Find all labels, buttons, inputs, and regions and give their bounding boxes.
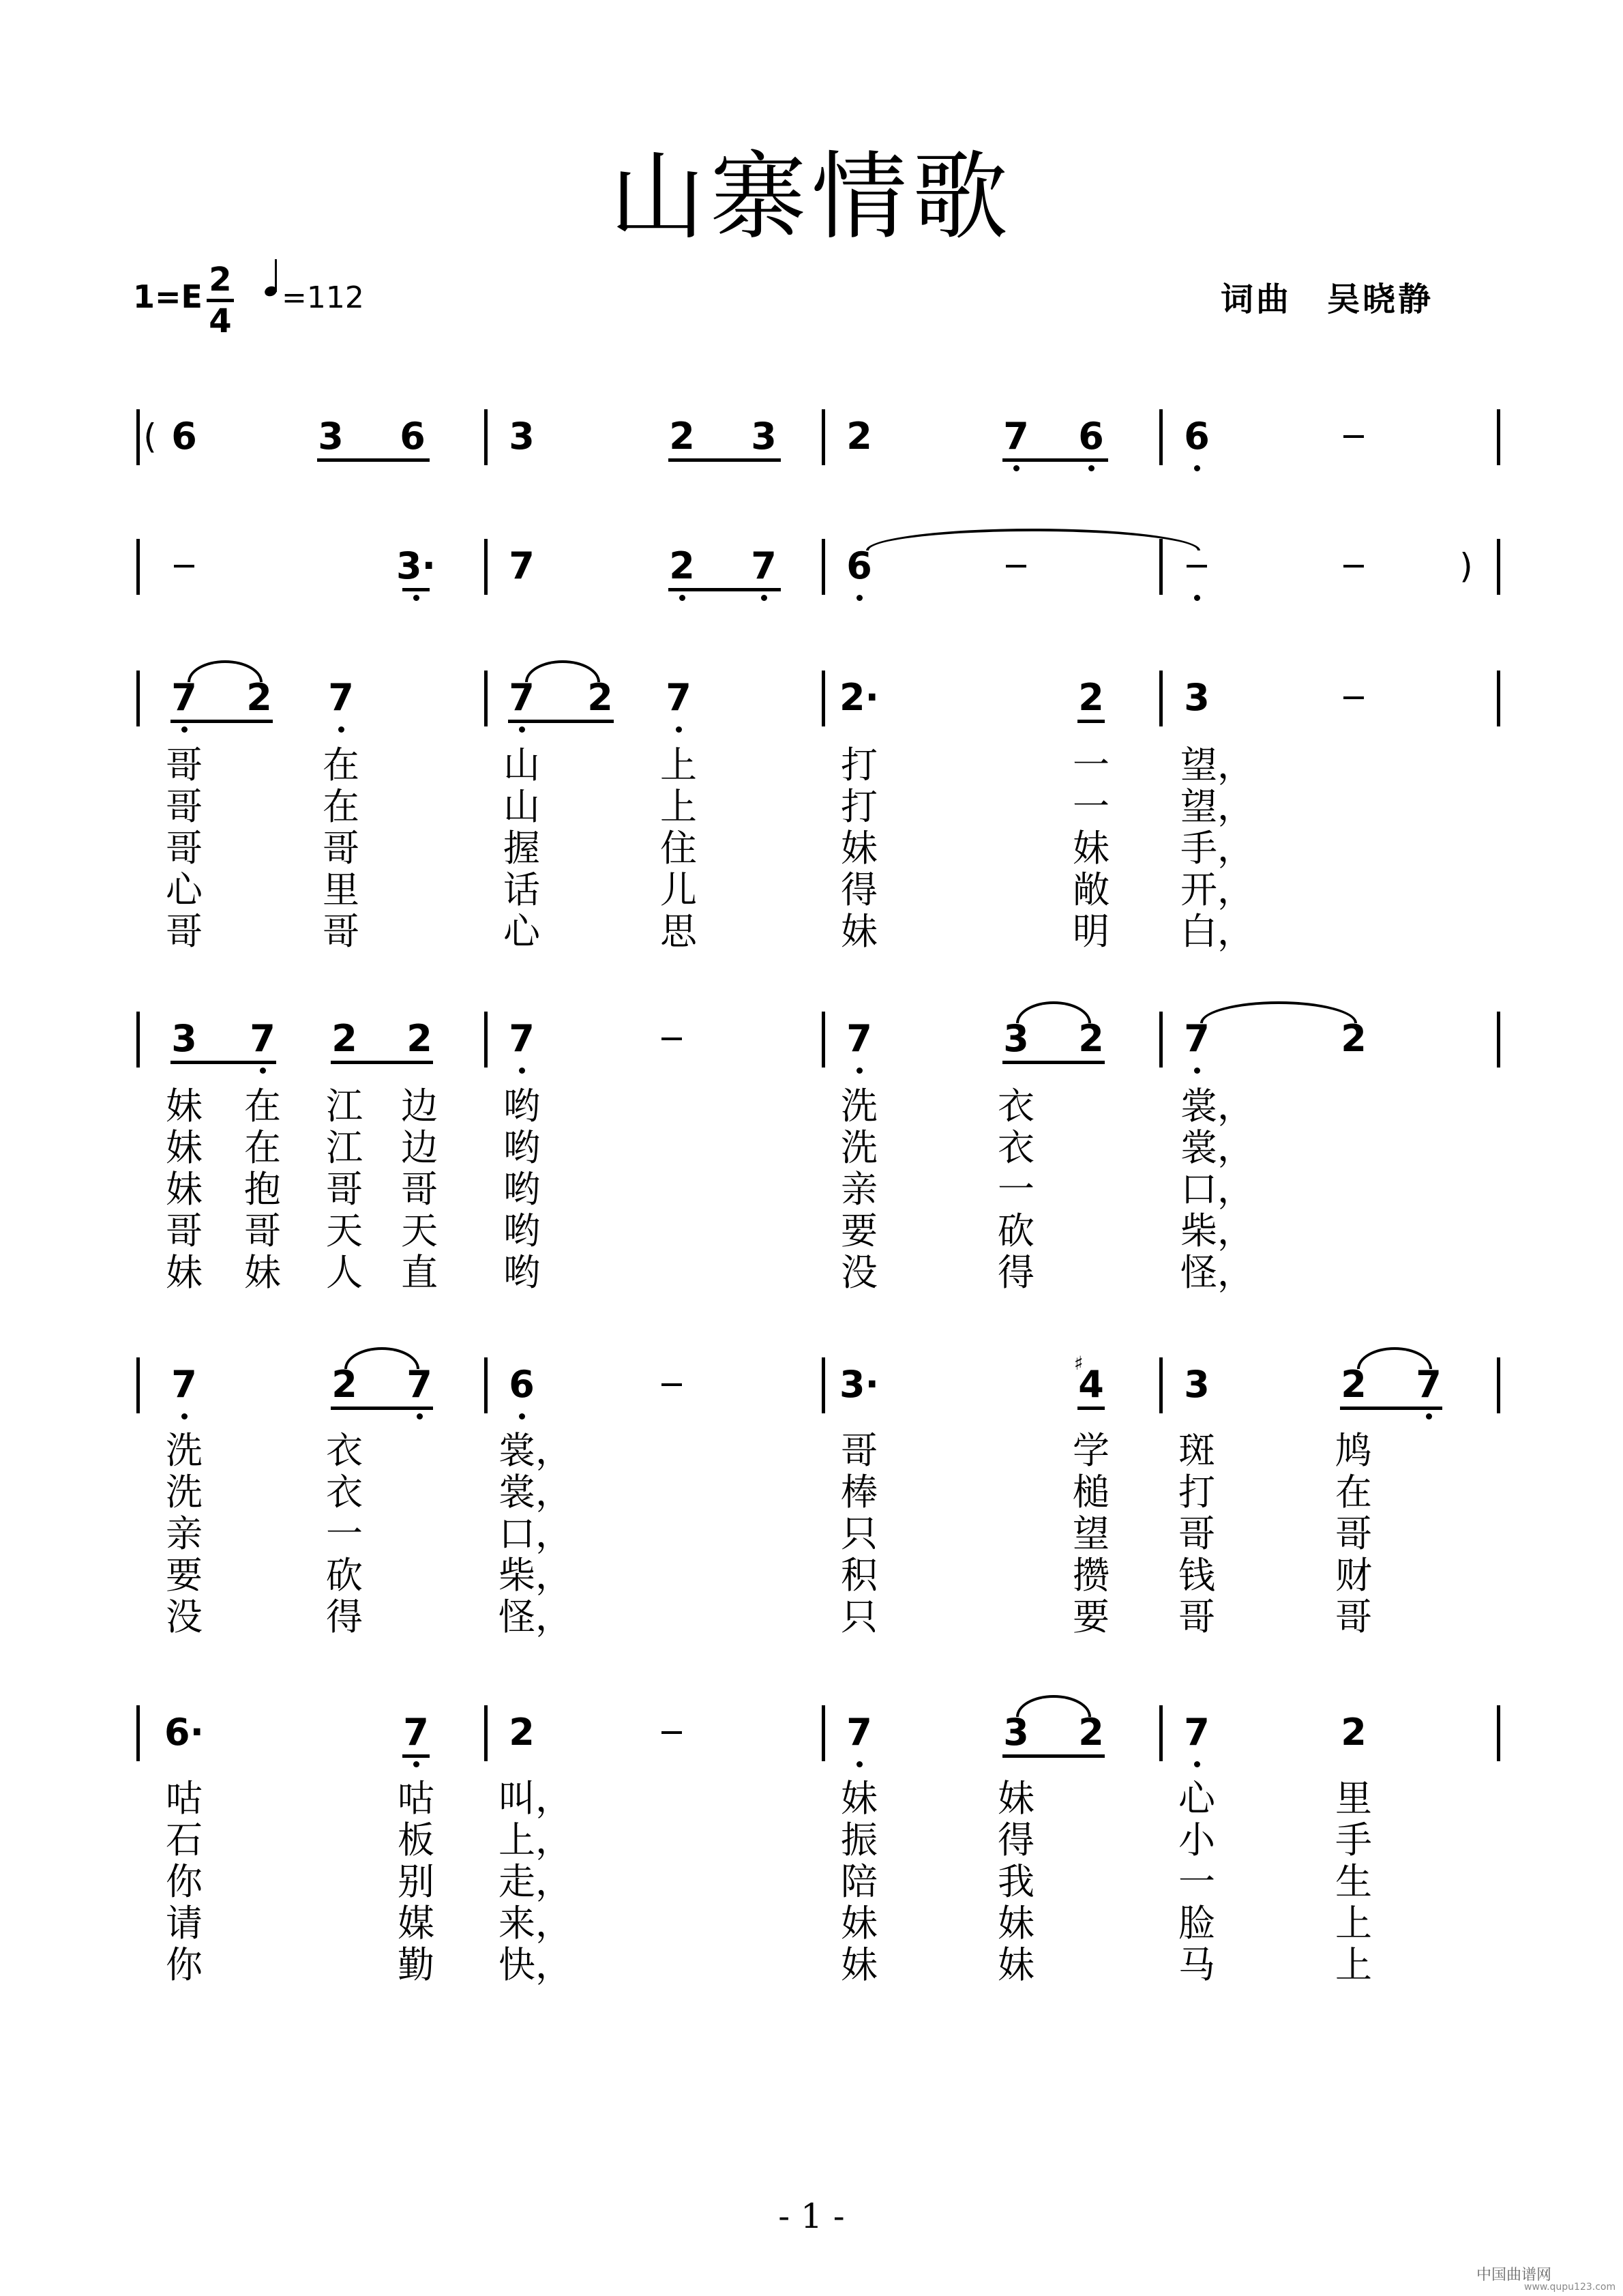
lyric: 心 bbox=[166, 868, 203, 911]
barline-end bbox=[1497, 539, 1500, 595]
lyric: 妹 bbox=[1073, 827, 1110, 870]
lyric: 柴， bbox=[498, 1554, 572, 1597]
lyric: 裳， bbox=[498, 1471, 572, 1514]
barline-end bbox=[1497, 1012, 1500, 1068]
lyric: 振 bbox=[841, 1819, 878, 1861]
lower-octave-dot bbox=[519, 1068, 525, 1074]
sustain-dash bbox=[1187, 565, 1207, 568]
lyric: 亲 bbox=[166, 1512, 203, 1555]
lyric: 妹 bbox=[841, 1777, 878, 1820]
lyric: 裳， bbox=[1180, 1126, 1254, 1169]
lower-octave-dot bbox=[761, 595, 767, 601]
lyric: 得 bbox=[998, 1251, 1034, 1294]
lyric: 妹 bbox=[998, 1943, 1034, 1986]
time-signature-denominator: 4 bbox=[209, 302, 232, 340]
barline bbox=[1159, 409, 1163, 465]
sustain-dash bbox=[1343, 565, 1364, 568]
lyric: 只 bbox=[841, 1595, 878, 1638]
note: 2 bbox=[1341, 1711, 1367, 1754]
lyric: 槌 bbox=[1073, 1471, 1110, 1514]
lyric: 天 bbox=[401, 1209, 438, 1252]
eighth-beam bbox=[170, 1061, 276, 1064]
lower-octave-dot bbox=[417, 1413, 423, 1419]
watermark-logo: 中国曲谱网 bbox=[1476, 2267, 1552, 2284]
lyric: 里 bbox=[323, 868, 359, 911]
note: 2 bbox=[669, 415, 695, 458]
lyric: 裳， bbox=[498, 1429, 572, 1472]
note: 7 bbox=[509, 544, 535, 587]
note: 2 bbox=[846, 415, 872, 458]
lyric: 哟 bbox=[503, 1168, 540, 1211]
note: 2 bbox=[1078, 1017, 1104, 1060]
note: 3 bbox=[1003, 1017, 1029, 1060]
barline bbox=[822, 1012, 825, 1068]
barline bbox=[136, 1705, 140, 1761]
slur bbox=[1016, 1695, 1091, 1717]
time-signature bbox=[207, 263, 234, 338]
lyric: 哟 bbox=[503, 1251, 540, 1294]
barline-end bbox=[1497, 1705, 1500, 1761]
lyric: 学 bbox=[1073, 1429, 1110, 1472]
slur bbox=[188, 660, 263, 682]
lower-octave-dot bbox=[1088, 465, 1095, 471]
lyric: 边 bbox=[401, 1085, 438, 1128]
lyric: 别 bbox=[398, 1860, 434, 1903]
eighth-beam bbox=[668, 458, 781, 462]
lower-octave-dot bbox=[519, 726, 525, 733]
lyric: 妹 bbox=[998, 1777, 1034, 1820]
lyric: 山 bbox=[503, 744, 540, 786]
sustain-dash bbox=[661, 1037, 682, 1040]
note: 6 bbox=[1078, 415, 1104, 458]
note: 2 bbox=[587, 676, 613, 719]
eighth-beam bbox=[317, 458, 430, 462]
barline bbox=[822, 671, 825, 726]
note: 2 bbox=[1078, 676, 1104, 719]
lyric: 哥 bbox=[244, 1209, 281, 1252]
note: 3 bbox=[1003, 1711, 1029, 1754]
eighth-beam bbox=[170, 720, 273, 723]
eighth-beam bbox=[402, 1754, 430, 1758]
note: 3· bbox=[839, 1363, 880, 1406]
lyric: 望， bbox=[1180, 744, 1254, 786]
lyric: 哟 bbox=[503, 1085, 540, 1128]
lyric: 来， bbox=[498, 1902, 572, 1945]
note: 2 bbox=[669, 544, 695, 587]
lyric: 没 bbox=[166, 1595, 203, 1638]
barline bbox=[822, 409, 825, 465]
lyric: 洗 bbox=[841, 1126, 878, 1169]
barline bbox=[136, 1012, 140, 1068]
lyric: 手， bbox=[1180, 827, 1254, 870]
sustain-dash bbox=[1006, 565, 1026, 568]
barline bbox=[484, 1705, 488, 1761]
lower-octave-dot bbox=[857, 1761, 863, 1767]
lower-octave-dot bbox=[1194, 1068, 1200, 1074]
quarter-note-stem bbox=[275, 259, 277, 292]
note: 7 bbox=[666, 676, 691, 719]
note: 7 bbox=[171, 676, 197, 719]
barline bbox=[136, 671, 140, 726]
lyric: 石 bbox=[166, 1819, 203, 1861]
lyric: 口， bbox=[498, 1512, 572, 1555]
eighth-beam bbox=[1002, 1754, 1105, 1758]
lyric: 得 bbox=[326, 1595, 363, 1638]
lyric: 天 bbox=[326, 1209, 363, 1252]
slur bbox=[344, 1347, 419, 1369]
lyric: 得 bbox=[841, 868, 878, 911]
lyric: 你 bbox=[166, 1943, 203, 1986]
note: 7 bbox=[328, 676, 354, 719]
watermark-url: www.qupu123.com bbox=[1524, 2282, 1616, 2293]
lyric: 直 bbox=[401, 1251, 438, 1294]
barline bbox=[1159, 1012, 1163, 1068]
slur bbox=[866, 529, 1200, 550]
lyric: 勤 bbox=[398, 1943, 434, 1986]
lyric: 妹 bbox=[244, 1251, 281, 1294]
lyric: 哥 bbox=[401, 1168, 438, 1211]
lyric: 没 bbox=[841, 1251, 878, 1294]
lyric: 打 bbox=[841, 744, 878, 786]
lower-octave-dot bbox=[676, 726, 682, 733]
note: 6· bbox=[164, 1711, 205, 1754]
lyric: 脸 bbox=[1178, 1902, 1215, 1945]
eighth-beam bbox=[402, 588, 430, 591]
lyric: 请 bbox=[166, 1902, 203, 1945]
lower-octave-dot bbox=[1426, 1413, 1432, 1419]
lower-octave-dot bbox=[338, 726, 344, 733]
lyric: 哥 bbox=[326, 1168, 363, 1211]
lyric: 妹 bbox=[166, 1251, 203, 1294]
lyric: 怪， bbox=[498, 1595, 572, 1638]
note: 2 bbox=[246, 676, 272, 719]
lyric: 衣 bbox=[998, 1126, 1034, 1169]
lyric: 棒 bbox=[841, 1471, 878, 1514]
lyric: 上 bbox=[1335, 1902, 1372, 1945]
lyric: 生 bbox=[1335, 1860, 1372, 1903]
lyric: 里 bbox=[1335, 1777, 1372, 1820]
lyric: 妹 bbox=[166, 1126, 203, 1169]
barline bbox=[822, 539, 825, 595]
lyric: 哥 bbox=[166, 827, 203, 870]
note: 3· bbox=[396, 544, 436, 587]
note: 7 bbox=[1416, 1363, 1442, 1406]
sustain-dash bbox=[1343, 435, 1364, 438]
barline bbox=[484, 539, 488, 595]
note: 3 bbox=[318, 415, 344, 458]
lyric: 裳， bbox=[1180, 1085, 1254, 1128]
lower-octave-dot bbox=[181, 726, 188, 733]
lower-octave-dot bbox=[857, 595, 863, 601]
barline bbox=[136, 539, 140, 595]
lower-octave-dot bbox=[1194, 465, 1200, 471]
lyric: 望 bbox=[1073, 1512, 1110, 1555]
lyric: 住 bbox=[660, 827, 697, 870]
note: 6 bbox=[509, 1363, 535, 1406]
lyric: 衣 bbox=[326, 1471, 363, 1514]
lyric: 要 bbox=[1073, 1595, 1110, 1638]
barline-end bbox=[1497, 1357, 1500, 1413]
note: 7 bbox=[509, 1017, 535, 1060]
lyric: 哥 bbox=[166, 785, 203, 828]
lyric: 在 bbox=[244, 1126, 281, 1169]
eighth-beam bbox=[331, 1061, 433, 1064]
lyric: 白， bbox=[1180, 910, 1254, 953]
lyric: 斑 bbox=[1178, 1429, 1215, 1472]
note: 6 bbox=[846, 544, 872, 587]
slur bbox=[1016, 1001, 1091, 1023]
lyric: 哟 bbox=[503, 1209, 540, 1252]
lyric: 陪 bbox=[841, 1860, 878, 1903]
lyric: 心 bbox=[1178, 1777, 1215, 1820]
note: 7 bbox=[751, 544, 777, 587]
lyric: 柴， bbox=[1180, 1209, 1254, 1252]
lyric: 洗 bbox=[166, 1471, 203, 1514]
tempo-marking: =112 bbox=[282, 280, 364, 315]
lyric: 哥 bbox=[1335, 1512, 1372, 1555]
barline bbox=[484, 1012, 488, 1068]
lyric: 心 bbox=[503, 910, 540, 953]
note: 6 bbox=[171, 415, 197, 458]
barline bbox=[822, 1357, 825, 1413]
barline-end bbox=[1497, 409, 1500, 465]
lyric: 妹 bbox=[841, 1902, 878, 1945]
lyric: 走， bbox=[498, 1860, 572, 1903]
note: 2 bbox=[509, 1711, 535, 1754]
note: 3 bbox=[751, 415, 777, 458]
lyric: 抱 bbox=[244, 1168, 281, 1211]
lyric: 板 bbox=[398, 1819, 434, 1861]
lyric: 在 bbox=[323, 744, 359, 786]
eighth-beam bbox=[668, 588, 781, 591]
lyric: 望， bbox=[1180, 785, 1254, 828]
composer-credit: 词曲 吴晓静 bbox=[1221, 280, 1434, 319]
barline-end bbox=[1497, 671, 1500, 726]
lyric: 一 bbox=[1073, 785, 1110, 828]
note: 7 bbox=[1003, 415, 1029, 458]
close-paren: ) bbox=[1459, 546, 1473, 586]
lyric: 思 bbox=[660, 910, 697, 953]
lower-octave-dot bbox=[260, 1068, 266, 1074]
lyric: 山 bbox=[503, 785, 540, 828]
lyric: 打 bbox=[841, 785, 878, 828]
note: 7 bbox=[1184, 1017, 1210, 1060]
lower-octave-dot bbox=[1194, 1761, 1200, 1767]
lyric: 衣 bbox=[998, 1085, 1034, 1128]
note: 6 bbox=[1184, 415, 1210, 458]
barline bbox=[484, 1357, 488, 1413]
lyric: 哥 bbox=[1178, 1512, 1215, 1555]
note: 7 bbox=[1184, 1711, 1210, 1754]
lyric: 一 bbox=[998, 1168, 1034, 1211]
note: 2· bbox=[839, 676, 880, 719]
lyric: 江 bbox=[326, 1126, 363, 1169]
lyric: 在 bbox=[1335, 1471, 1372, 1514]
sustain-dash bbox=[661, 1731, 682, 1734]
eighth-beam bbox=[1002, 1061, 1105, 1064]
barline bbox=[484, 409, 488, 465]
barline bbox=[484, 671, 488, 726]
sustain-dash bbox=[661, 1383, 682, 1386]
lower-octave-dot bbox=[519, 1413, 525, 1419]
note: 2 bbox=[1078, 1711, 1104, 1754]
lyric: 妹 bbox=[998, 1902, 1034, 1945]
lyric: 哥 bbox=[323, 910, 359, 953]
lyric: 妹 bbox=[166, 1085, 203, 1128]
lyric: 敞 bbox=[1073, 868, 1110, 911]
lyric: 砍 bbox=[998, 1209, 1034, 1252]
barline bbox=[1159, 1705, 1163, 1761]
lyric: 鸠 bbox=[1335, 1429, 1372, 1472]
lyric: 小 bbox=[1178, 1819, 1215, 1861]
note: 3 bbox=[171, 1017, 197, 1060]
barline bbox=[1159, 1357, 1163, 1413]
note: 7 bbox=[250, 1017, 276, 1060]
lyric: 手 bbox=[1335, 1819, 1372, 1861]
time-signature-numerator: 2 bbox=[209, 261, 232, 299]
lyric: 咕 bbox=[398, 1777, 434, 1820]
lyric: 怪， bbox=[1180, 1251, 1254, 1294]
open-paren: ( bbox=[143, 417, 157, 456]
lyric: 哥 bbox=[166, 744, 203, 786]
lyric: 亲 bbox=[841, 1168, 878, 1211]
lyric: 边 bbox=[401, 1126, 438, 1169]
lower-octave-dot bbox=[679, 595, 685, 601]
note: 2 bbox=[331, 1017, 357, 1060]
note: 2 bbox=[331, 1363, 357, 1406]
lower-octave-dot bbox=[181, 1413, 188, 1419]
note: 7 bbox=[509, 676, 535, 719]
barline bbox=[822, 1705, 825, 1761]
lyric: 一 bbox=[1073, 744, 1110, 786]
note: 3 bbox=[509, 415, 535, 458]
lyric: 妹 bbox=[841, 910, 878, 953]
note: 7 bbox=[403, 1711, 429, 1754]
lyric: 马 bbox=[1178, 1943, 1215, 1986]
note: 7 bbox=[171, 1363, 197, 1406]
lyric: 妹 bbox=[841, 827, 878, 870]
lyric: 妹 bbox=[166, 1168, 203, 1211]
note: 4 bbox=[1078, 1363, 1104, 1406]
lyric: 明 bbox=[1073, 910, 1110, 953]
lyric: 要 bbox=[166, 1554, 203, 1597]
lyric: 一 bbox=[326, 1512, 363, 1555]
note: 3 bbox=[1184, 1363, 1210, 1406]
lyric: 话 bbox=[503, 868, 540, 911]
note: 2 bbox=[1341, 1017, 1367, 1060]
sustain-dash bbox=[1343, 696, 1364, 699]
note: 3 bbox=[1184, 676, 1210, 719]
lyric: 你 bbox=[166, 1860, 203, 1903]
lyric: 在 bbox=[323, 785, 359, 828]
note: 7 bbox=[846, 1017, 872, 1060]
lower-octave-dot bbox=[1194, 595, 1200, 601]
note: 7 bbox=[406, 1363, 432, 1406]
note: 6 bbox=[400, 415, 426, 458]
lyric: 钱 bbox=[1178, 1554, 1215, 1597]
lyric: 口， bbox=[1180, 1168, 1254, 1211]
page-number: - 1 - bbox=[778, 2196, 845, 2236]
lyric: 攒 bbox=[1073, 1554, 1110, 1597]
lyric: 咕 bbox=[166, 1777, 203, 1820]
eighth-beam bbox=[508, 720, 614, 723]
lyric: 人 bbox=[326, 1251, 363, 1294]
eighth-beam bbox=[1002, 458, 1108, 462]
slur bbox=[1200, 1001, 1357, 1023]
lyric: 一 bbox=[1178, 1860, 1215, 1903]
lyric: 打 bbox=[1178, 1471, 1215, 1514]
lower-octave-dot bbox=[413, 595, 419, 601]
note: 2 bbox=[406, 1017, 432, 1060]
note: 7 bbox=[846, 1711, 872, 1754]
lyric: 在 bbox=[244, 1085, 281, 1128]
lyric: 哥 bbox=[1335, 1595, 1372, 1638]
slur bbox=[525, 660, 600, 682]
lyric: 媒 bbox=[398, 1902, 434, 1945]
eighth-beam bbox=[1340, 1407, 1442, 1410]
lyric: 握 bbox=[503, 827, 540, 870]
eighth-beam bbox=[1077, 720, 1105, 723]
lyric: 哥 bbox=[166, 1209, 203, 1252]
eighth-beam bbox=[1077, 1407, 1105, 1410]
lyric: 叫， bbox=[498, 1777, 572, 1820]
lyric: 妹 bbox=[841, 1943, 878, 1986]
lyric: 哥 bbox=[166, 910, 203, 953]
lyric: 开， bbox=[1180, 868, 1254, 911]
lyric: 砍 bbox=[326, 1554, 363, 1597]
lyric: 洗 bbox=[841, 1085, 878, 1128]
eighth-beam bbox=[331, 1407, 433, 1410]
lyric: 要 bbox=[841, 1209, 878, 1252]
lower-octave-dot bbox=[857, 1068, 863, 1074]
lyric: 哥 bbox=[323, 827, 359, 870]
lyric: 快， bbox=[498, 1943, 572, 1986]
lyric: 我 bbox=[998, 1860, 1034, 1903]
lyric: 财 bbox=[1335, 1554, 1372, 1597]
barline bbox=[136, 1357, 140, 1413]
lyric: 得 bbox=[998, 1819, 1034, 1861]
lyric: 哥 bbox=[1178, 1595, 1215, 1638]
barline bbox=[1159, 671, 1163, 726]
lyric: 上， bbox=[498, 1819, 572, 1861]
lyric: 上 bbox=[1335, 1943, 1372, 1986]
page-title: 山寨情歌 bbox=[609, 142, 1013, 253]
lyric: 积 bbox=[841, 1554, 878, 1597]
lyric: 衣 bbox=[326, 1429, 363, 1472]
lower-octave-dot bbox=[1013, 465, 1019, 471]
lyric: 哟 bbox=[503, 1126, 540, 1169]
lyric: 哥 bbox=[841, 1429, 878, 1472]
lyric: 上 bbox=[660, 744, 697, 786]
sustain-dash bbox=[174, 565, 194, 568]
lower-octave-dot bbox=[413, 1761, 419, 1767]
lyric: 只 bbox=[841, 1512, 878, 1555]
sharp-icon: ♯ bbox=[1074, 1352, 1084, 1374]
lyric: 儿 bbox=[660, 868, 697, 911]
slur bbox=[1357, 1347, 1432, 1369]
lyric: 上 bbox=[660, 785, 697, 828]
barline bbox=[136, 409, 140, 465]
lyric: 江 bbox=[326, 1085, 363, 1128]
lyric: 洗 bbox=[166, 1429, 203, 1472]
key-signature: 1=E bbox=[133, 278, 203, 315]
note: 2 bbox=[1341, 1363, 1367, 1406]
